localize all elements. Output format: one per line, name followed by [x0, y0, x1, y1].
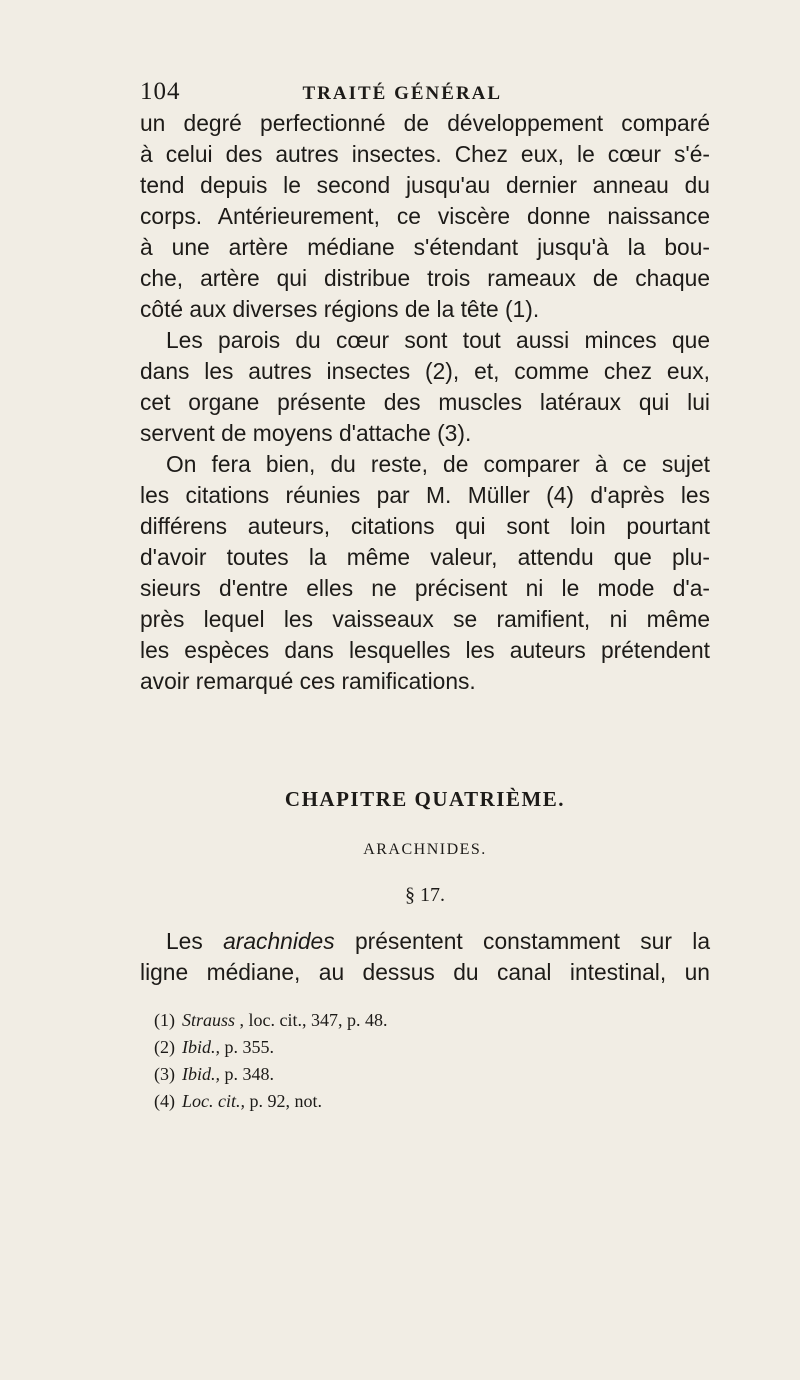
text-line: servent de moyens d'attache (3). [140, 420, 472, 446]
text-line: dans les autres insectes (2), et, comme chez eux, [140, 358, 710, 384]
footnote [154, 1088, 654, 1115]
footnote [154, 1061, 654, 1088]
text-line: tend depuis le second jusqu'au dernier anneau du [140, 172, 710, 198]
footnote [154, 1007, 654, 1034]
text-fragment: Les [166, 928, 224, 954]
footnote-number: (3) [154, 1064, 175, 1084]
text-line: un degré perfectionné de développement comparé [140, 110, 710, 136]
text-line: d'avoir toutes la même valeur, attendu que plu- [140, 544, 710, 570]
section-text [140, 926, 710, 988]
text-line: cet organe présente des muscles latéraux qui lui [140, 389, 710, 415]
text-line: avoir remarqué ces ramifications. [140, 668, 476, 694]
text-line: à celui des autres insectes. Chez eux, le cœur s'é- [140, 141, 710, 167]
running-head [140, 78, 708, 106]
text-line: différens auteurs, citations qui sont loin pourtant [140, 513, 710, 539]
text-line: sieurs d'entre elles ne précisent ni le mode d'a- [140, 575, 710, 601]
footnote [154, 1034, 654, 1061]
text-line: à une artère médiane s'étendant jusqu'à la bou- [140, 234, 710, 260]
footnote-author: Ibid., [182, 1064, 220, 1084]
footnote-ref: p. 92, not. [245, 1091, 323, 1111]
text-line: les espèces dans lesquelles les auteurs prétendent [140, 637, 710, 663]
footnote-number: (1) [154, 1010, 175, 1030]
footnote-number: (2) [154, 1037, 175, 1057]
footnote-number: (4) [154, 1091, 175, 1111]
text-line: corps. Antérieurement, ce viscère donne naissance [140, 203, 710, 229]
footnote-author: Strauss [182, 1010, 236, 1030]
section-number: § 17. [405, 884, 445, 906]
text-line: près lequel les vaisseaux se ramifient, ni même [140, 606, 710, 632]
text-fragment: présentent constamment sur la [334, 928, 711, 954]
text-line: che, artère qui distribue trois rameaux de chaque [140, 265, 710, 291]
running-title: TRAITÉ GÉNÉRAL [302, 83, 503, 104]
text-line: ligne médiane, au dessus du canal intestinal, un [140, 959, 710, 985]
footnote-author: Loc. cit., [182, 1091, 245, 1111]
footnote-ref: p. 355. [220, 1037, 274, 1057]
text-line: On fera bien, du reste, de comparer à ce sujet [166, 451, 710, 477]
body-text [140, 108, 710, 697]
footnote-ref: p. 348. [220, 1064, 274, 1084]
footnote-ref: , loc. cit., 347, p. 48. [235, 1010, 388, 1030]
text-line: côté aux diverses régions de la tête (1). [140, 296, 540, 322]
chapter-title: CHAPITRE QUATRIÈME. [284, 787, 566, 811]
footnote-author: Ibid., [182, 1037, 220, 1057]
text-line: les citations réunies par M. Müller (4) d'après les [140, 482, 710, 508]
page-number: 104 [140, 78, 181, 105]
text-line [140, 926, 710, 957]
footnotes [154, 1007, 654, 1115]
chapter-subtitle: ARACHNIDES. [363, 841, 487, 858]
italic-term: arachnides [223, 928, 335, 954]
text-line: Les parois du cœur sont tout aussi minces que [166, 327, 710, 353]
